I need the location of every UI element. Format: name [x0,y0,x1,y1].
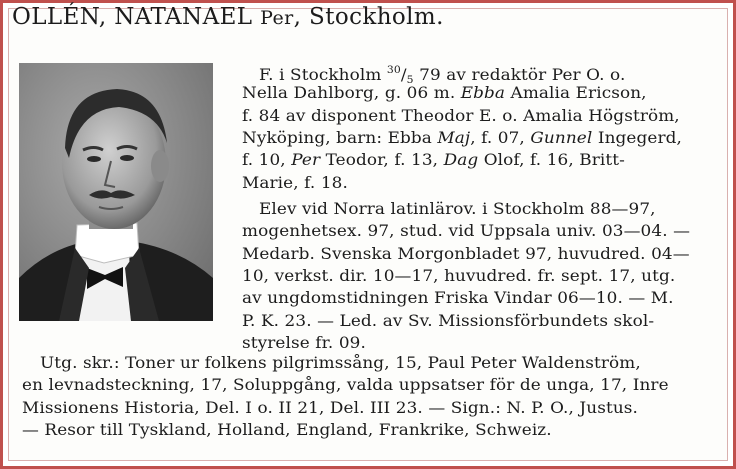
text-run: Dag [443,151,479,170]
career-line: Medarb. Svenska Morgonbladet 97, huvudred. 04— [242,244,690,263]
career-line: P. K. 23. — Led. av Sv. Missionsförbundets skol- [242,311,655,330]
career-line: Elev vid Norra latinlärov. i Stockholm 88—97, [259,200,656,218]
text-run: Amalia Ericson, [505,84,647,103]
personal-line [242,82,647,104]
text-run: / [400,66,407,84]
personal-line [242,105,680,127]
portrait-illustration [19,63,213,321]
text-run: Ingegerd, [592,128,682,147]
text-run: Gunnel [530,128,593,147]
text-run: F. i Stockholm [259,66,387,84]
text-run: Nyköping, barn: Ebba [242,128,438,147]
writings-line: — Resor till Tyskland, Holland, England, Frankrike, Schweiz. [22,420,552,439]
text-run: Marie, f. 18. [242,173,348,192]
personal-line [242,127,682,149]
portrait-photo [19,63,213,321]
text-run: 79 av redaktör Per O. o. [413,66,626,84]
text-run: f. 10, [242,151,292,170]
career-line: 10, verkst. dir. 10—17, huvudred. fr. sept. 17, utg. [242,266,676,285]
title-surname: OLLÉN, NATANAEL [12,4,261,30]
text-run: f. 84 av disponent Theodor E. o. Amalia Högström, [242,106,680,125]
text-run: Per [291,151,321,170]
title-name-small: Per [260,7,294,29]
text-run: Olof, f. 16, Britt- [478,151,625,170]
writings-line: Missionens Historia, Del. I o. II 21, Del. III 23. — Sign.: N. P. O., Justus. [22,398,638,417]
title-place: , Stockholm. [293,4,444,30]
writings-line: Utg. skr.: Toner ur folkens pilgrimssång, 15, Paul Peter Waldenström, [40,354,641,372]
career-line: mogenhetsex. 97, stud. vid Uppsala univ. 03—04. — [242,222,691,241]
text-run: Ebba [460,84,506,103]
personal-line [242,149,625,171]
text-run: Teodor, f. 13, [320,151,444,170]
entry-title [12,4,444,30]
text-run: 5 [406,75,414,86]
writings-line: en levnadsteckning, 17, Soluppgång, valda uppsatser för de unga, 17, Inre [22,376,669,395]
text-run: 30 [386,65,401,76]
career-line: styrelse fr. 09. [242,333,366,352]
personal-line [242,172,348,194]
text-run: Nella Dahlborg, g. 06 m. [242,84,461,103]
career-line: av ungdomstidningen Friska Vindar 06—10. — M. [242,289,674,308]
text-run: , f. 07, [470,128,531,147]
text-run: Maj [437,128,471,147]
